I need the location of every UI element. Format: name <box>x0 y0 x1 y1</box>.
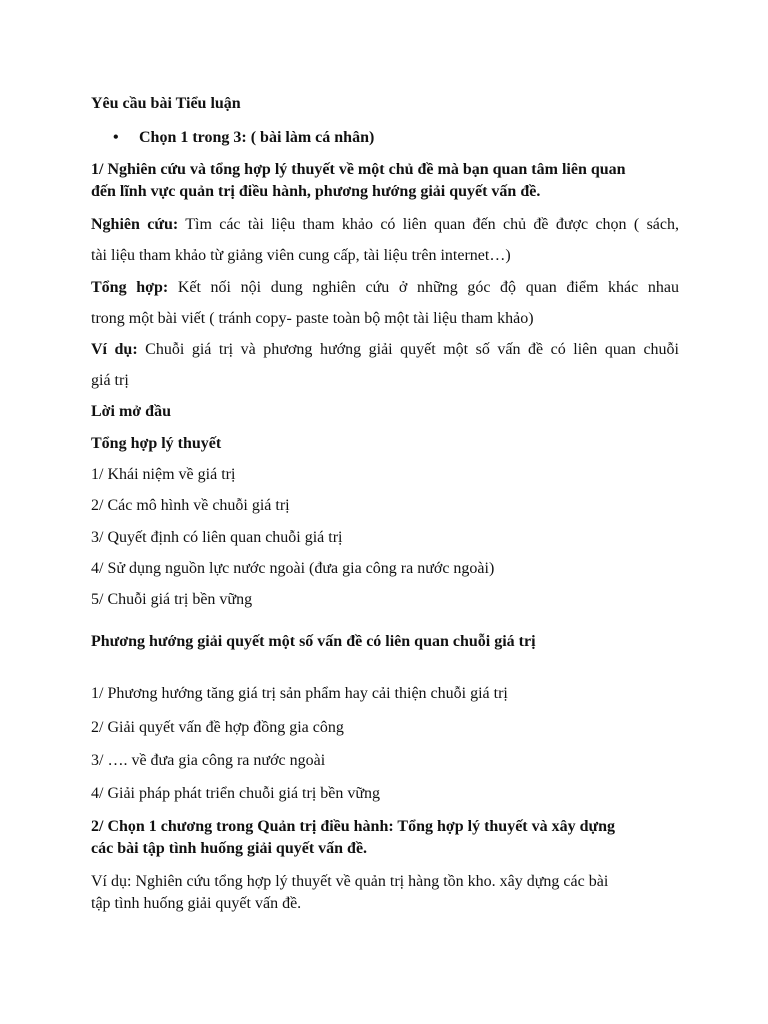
synthesis-text: Kết nối nội dung nghiên cứu ở những góc độ quan điểm khác nhau <box>168 279 679 296</box>
example1-line1 <box>91 340 679 360</box>
example1-line2: giá trị <box>91 372 129 389</box>
direction-item: 2/ Giải quyết vấn đề hợp đồng gia công <box>91 719 344 736</box>
synthesis-line2: trong một bài viết ( tránh copy- paste toàn bộ một tài liệu tham khảo) <box>91 310 534 327</box>
bullet-text: Chọn 1 trong 3: ( bài làm cá nhân) <box>139 129 375 146</box>
theory-item: 2/ Các mô hình về chuỗi giá trị <box>91 497 290 514</box>
direction-item: 4/ Giải pháp phát triển chuỗi giá trị bền vững <box>91 785 381 802</box>
example1-label: Ví dụ: <box>91 341 138 358</box>
theory-item: 3/ Quyết định có liên quan chuỗi giá trị <box>91 529 343 546</box>
direction-heading: Phương hướng giải quyết một số vấn đề có liên quan chuỗi giá trị <box>91 633 536 650</box>
item2-line2: các bài tập tình huống giải quyết vấn đề. <box>91 840 368 857</box>
synthesis-label: Tổng hợp: <box>91 279 169 296</box>
theory-item: 4/ Sử dụng nguồn lực nước ngoài (đưa gia công ra nước ngoài) <box>91 560 495 577</box>
document-title: Yêu cầu bài Tiểu luận <box>91 95 241 112</box>
direction-item: 1/ Phương hướng tăng giá trị sản phẩm hay cải thiện chuỗi giá trị <box>91 685 508 702</box>
intro-heading: Lời mở đầu <box>91 403 171 420</box>
example2-line1: Ví dụ: Nghiên cứu tổng hợp lý thuyết về quản trị hàng tồn kho. xây dựng các bài <box>91 873 609 890</box>
item1-line1: 1/ Nghiên cứu và tổng hợp lý thuyết về một chủ đề mà bạn quan tâm liên quan <box>91 161 626 178</box>
synthesis-line1 <box>91 278 679 298</box>
research-line1 <box>91 215 679 235</box>
theory-heading: Tổng hợp lý thuyết <box>91 435 222 452</box>
theory-item: 5/ Chuỗi giá trị bền vững <box>91 591 253 608</box>
bullet-icon: • <box>113 129 119 146</box>
research-text: Tìm các tài liệu tham khảo có liên quan đến chủ đề được chọn ( sách, <box>178 216 679 233</box>
example2-line2: tập tình huống giải quyết vấn đề. <box>91 895 302 912</box>
theory-item: 1/ Khái niệm về giá trị <box>91 466 236 483</box>
research-label: Nghiên cứu: <box>91 216 179 233</box>
bullet-item <box>113 128 374 148</box>
example1-text: Chuỗi giá trị và phương hướng giải quyết một số vấn đề có liên quan chuỗi <box>137 341 679 358</box>
item2-line1: 2/ Chọn 1 chương trong Quản trị điều hành: Tổng hợp lý thuyết và xây dựng <box>91 818 616 835</box>
item1-line2: đến lĩnh vực quản trị điều hành, phương hướng giải quyết vấn đề. <box>91 183 541 200</box>
research-line2: tài liệu tham khảo từ giảng viên cung cấp, tài liệu trên internet…) <box>91 247 511 264</box>
direction-item: 3/ …. về đưa gia công ra nước ngoài <box>91 752 326 769</box>
